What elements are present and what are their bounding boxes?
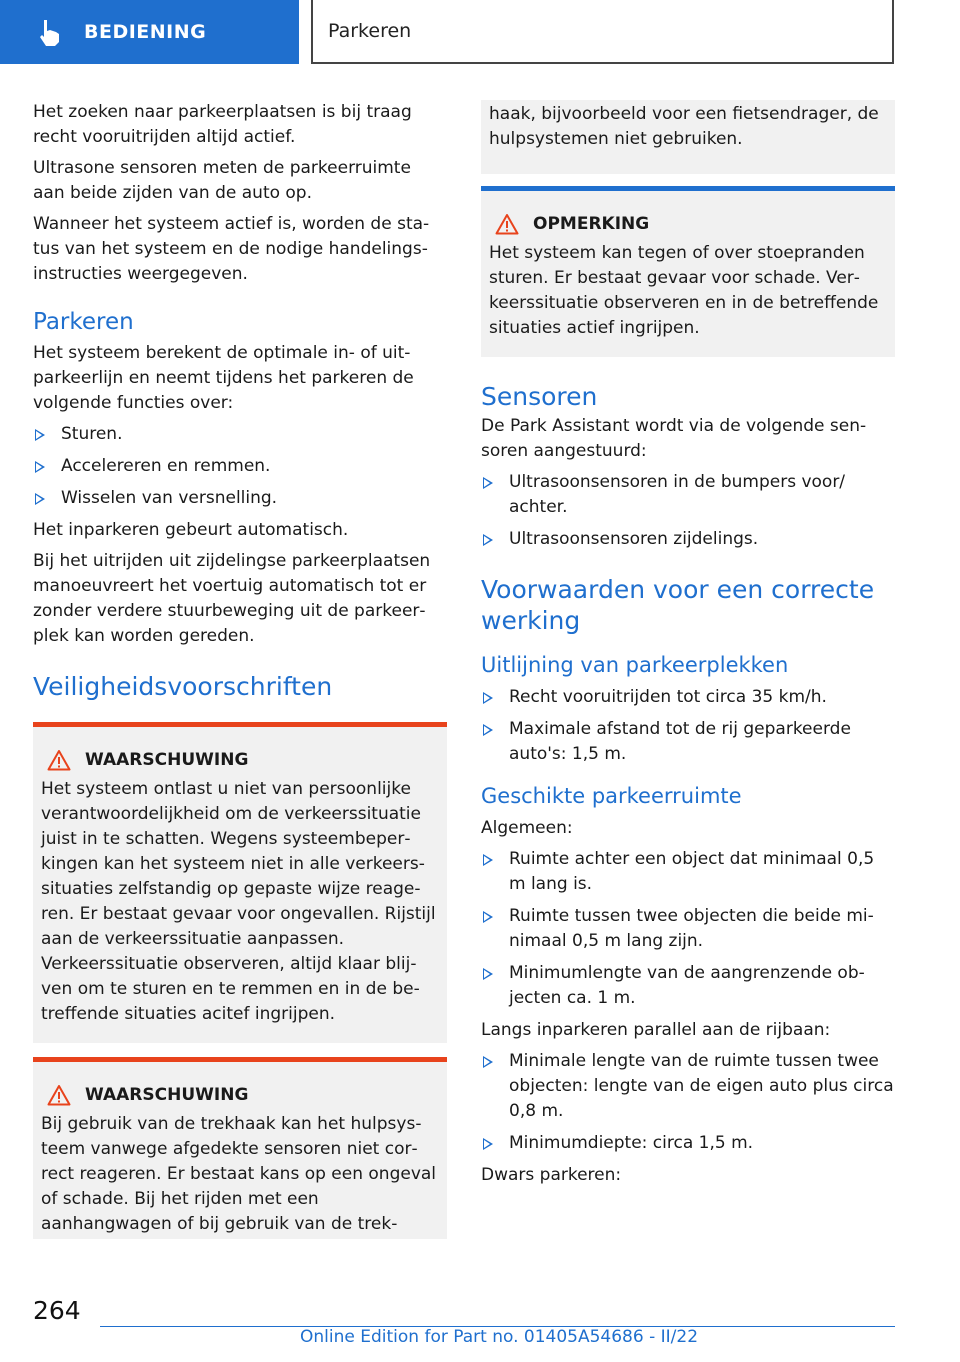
warning-text: Bij gebruik van de trekhaak kan het hulpsysteem vanwege afgedekte sensoren niet correct reageren. Er bestaat kans op een ongeval of schade. Bij het rijden met een aanhangwagen of bij gebruik van de trek- bbox=[41, 1114, 437, 1234]
triangle-bullet-icon bbox=[483, 854, 493, 866]
warning-triangle-icon bbox=[47, 1084, 71, 1106]
list-item: Accelereren en remmen. bbox=[33, 454, 447, 479]
warning-box bbox=[33, 722, 447, 1043]
heading-uitlijning: Uitlijning van parkeerplekken bbox=[481, 653, 789, 677]
triangle-bullet-icon bbox=[483, 477, 493, 489]
paragraph: Dwars parkeren: bbox=[481, 1165, 622, 1185]
list-item: Minimale lengte van de ruimte tussen twee objecten: lengte van de eigen auto plus circa 0,8 m. bbox=[481, 1049, 895, 1124]
heading-voorwaarden: Voorwaarden voor een correcte werking bbox=[481, 575, 875, 635]
section-label: BEDIENING bbox=[84, 21, 207, 43]
heading-geschikte: Geschikte parkeerruimte bbox=[481, 784, 742, 808]
left-column bbox=[33, 100, 447, 1239]
paragraph: Langs inparkeren parallel aan de rijbaan: bbox=[481, 1020, 831, 1040]
triangle-bullet-icon bbox=[483, 724, 493, 736]
triangle-bullet-icon bbox=[35, 461, 45, 473]
chapter-title: Parkeren bbox=[328, 20, 412, 42]
list-item: Ruimte achter een object dat minimaal 0,5 m lang is. bbox=[481, 847, 895, 897]
paragraph: Algemeen: bbox=[481, 818, 573, 838]
warning-title: WAARSCHUWING bbox=[85, 1085, 249, 1105]
bullet-list bbox=[481, 847, 895, 1011]
paragraph: De Park Assistant wordt via de volgende sensoren aangestuurd: bbox=[481, 416, 867, 461]
chapter-header bbox=[311, 0, 894, 64]
paragraph: Ultrasone sensoren meten de parkeerruimte aan beide zijden van de auto op. bbox=[33, 158, 411, 203]
paragraph: Het systeem berekent de optimale in- of uitparkeerlijn en neemt tijdens het parkeren de volgende functies over: bbox=[33, 343, 414, 413]
bullet-list bbox=[481, 470, 895, 552]
bullet-list bbox=[481, 685, 895, 767]
bullet-list bbox=[33, 422, 447, 511]
list-item: Ultrasoonsensoren in de bumpers voor/ achter. bbox=[481, 470, 895, 520]
list-item: Minimumlengte van de aangrenzende objecten ca. 1 m. bbox=[481, 961, 895, 1011]
right-column bbox=[481, 100, 895, 1194]
footer-edition: Online Edition for Part no. 01405A54686 - II/22 bbox=[300, 1327, 699, 1347]
page-number: 264 bbox=[33, 1296, 81, 1325]
note-title: OPMERKING bbox=[533, 214, 650, 234]
heading-parkeren: Parkeren bbox=[33, 309, 134, 335]
warning-triangle-icon bbox=[495, 213, 519, 235]
heading-sensoren: Sensoren bbox=[481, 382, 598, 411]
paragraph: Het inparkeren gebeurt automatisch. bbox=[33, 520, 349, 540]
bullet-list bbox=[481, 1049, 895, 1156]
warning-text: haak, bijvoorbeeld voor een fietsendrager, de hulpsystemen niet gebruiken. bbox=[489, 104, 879, 149]
triangle-bullet-icon bbox=[483, 692, 493, 704]
list-item: Ultrasoonsensoren zijdelings. bbox=[481, 527, 895, 552]
list-item: Sturen. bbox=[33, 422, 447, 447]
warning-title: WAARSCHUWING bbox=[85, 750, 249, 770]
paragraph: Het zoeken naar parkeerplaatsen is bij traag recht vooruitrijden altijd actief. bbox=[33, 102, 412, 147]
list-item: Ruimte tussen twee objecten die beide minimaal 0,5 m lang zijn. bbox=[481, 904, 895, 954]
triangle-bullet-icon bbox=[35, 493, 45, 505]
list-item: Wisselen van versnelling. bbox=[33, 486, 447, 511]
triangle-bullet-icon bbox=[35, 429, 45, 441]
warning-triangle-icon bbox=[47, 749, 71, 771]
warning-box-continued bbox=[481, 100, 895, 174]
warning-text: Het systeem ontlast u niet van persoonlijke verantwoordelijkheid om de verkeerssituatie juist in te schatten. Wegens systeembeperkingen kan het systeem niet in alle verkeerssituaties zelfstandig op gepaste wijze reageren. Er bestaat gevaar voor ongevallen. Rijstijl aan de verkeerssituatie aanpassen. Verkeerssituatie observeren, altijd klaar blijven om te sturen en te remmen en in de betreffende situaties acitef ingrijpen. bbox=[41, 779, 436, 1024]
list-item: Recht vooruitrijden tot circa 35 km/h. bbox=[481, 685, 895, 710]
heading-safety: Veiligheidsvoorschriften bbox=[33, 672, 333, 701]
triangle-bullet-icon bbox=[483, 1138, 493, 1150]
triangle-bullet-icon bbox=[483, 534, 493, 546]
warning-box bbox=[33, 1057, 447, 1239]
paragraph: Wanneer het systeem actief is, worden de status van het systeem en de nodige handelingsinstructies weergegeven. bbox=[33, 214, 430, 284]
hand-pointer-icon bbox=[34, 16, 66, 48]
list-item: Maximale afstand tot de rij geparkeerde auto's: 1,5 m. bbox=[481, 717, 895, 767]
triangle-bullet-icon bbox=[483, 911, 493, 923]
list-item: Minimumdiepte: circa 1,5 m. bbox=[481, 1131, 895, 1156]
note-text: Het systeem kan tegen of over stoepranden sturen. Er bestaat gevaar voor schade. Verkeerssituatie observeren en in de betreffende situaties actief ingrijpen. bbox=[489, 243, 879, 338]
triangle-bullet-icon bbox=[483, 968, 493, 980]
section-tab bbox=[0, 0, 299, 64]
paragraph: Bij het uitrijden uit zijdelingse parkeerplaatsen manoeuvreert het voertuig automatisch tot er zonder verdere stuurbeweging uit de parkeerplek kan worden gereden. bbox=[33, 551, 431, 646]
triangle-bullet-icon bbox=[483, 1056, 493, 1068]
note-box bbox=[481, 186, 895, 357]
